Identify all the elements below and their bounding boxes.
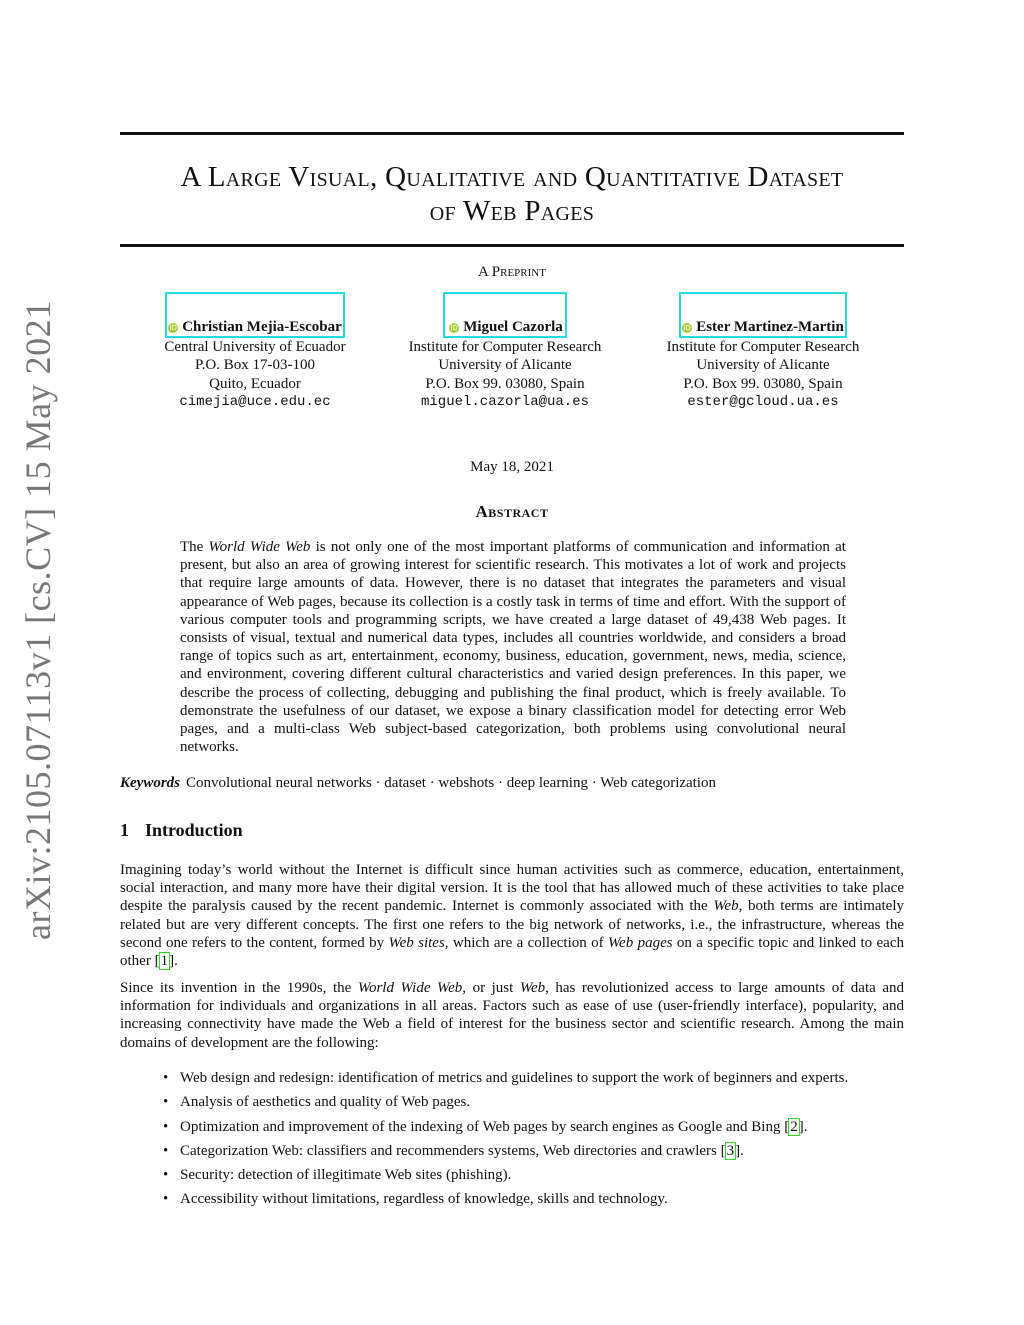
list-item (163, 1165, 923, 1189)
list-item-text: Web design and redesign: identification of metrics and guidelines to support the work of beginners and experts. (180, 1070, 849, 1086)
intro-paragraph-1 (120, 861, 904, 970)
author-email[interactable]: miguel.cazorla@ua.es (420, 393, 590, 410)
title-rule-top (120, 132, 904, 135)
paragraph-text: , which are a collection of (444, 934, 608, 951)
author-name: Ester Martinez-Martin (696, 319, 844, 335)
author-address: University of Alicante (438, 357, 572, 374)
list-item-text: Categorization Web: classifiers and recommenders systems, Web directories and crawlers [ (180, 1142, 726, 1159)
orcid-icon[interactable]: iD (450, 324, 458, 332)
paragraph-text: Since its invention in the 1990s, the (120, 980, 358, 996)
orcid-icon[interactable]: iD (683, 324, 691, 332)
list-item-text: Analysis of aesthetics and quality of Web pages. (180, 1094, 471, 1111)
paragraph-italic: World Wide Web (357, 980, 463, 996)
author-link[interactable] (679, 292, 847, 338)
bullet-icon: • (163, 1094, 169, 1111)
author-address: University of Alicante (696, 357, 830, 374)
author-name: Christian Mejia-Escobar (182, 319, 342, 335)
list-item (163, 1141, 923, 1165)
list-item (163, 1117, 923, 1141)
bullet-icon: • (163, 1191, 169, 1208)
author-block (648, 292, 878, 411)
paragraph-italic: Web sites (388, 934, 445, 951)
citation-link[interactable]: 2 (790, 1118, 798, 1135)
domains-list (163, 1068, 923, 1214)
abstract-heading: Abstract (475, 502, 549, 521)
orcid-icon[interactable]: iD (169, 324, 177, 332)
abstract-text-part: The (180, 539, 209, 555)
author-email[interactable]: ester@gcloud.ua.es (687, 393, 839, 410)
bullet-icon: • (163, 1070, 169, 1086)
author-affiliation: Institute for Computer Research (666, 339, 860, 356)
preprint-label: A Preprint (478, 264, 546, 280)
citation-link[interactable]: 1 (160, 953, 169, 970)
bullet-icon: • (163, 1142, 169, 1159)
list-item (163, 1189, 923, 1213)
paragraph-italic: Web (519, 980, 546, 996)
author-link[interactable] (443, 292, 567, 338)
author-email[interactable]: cimejia@uce.edu.ec (179, 393, 331, 410)
keywords-line (120, 775, 904, 792)
author-affiliation: Central University of Ecuador (164, 339, 346, 356)
abstract-text (180, 538, 846, 756)
keywords-text: Convolutional neural networks · dataset · webshots · deep learning · Web categorization (186, 775, 717, 791)
author-block (140, 292, 370, 411)
citation-link[interactable]: 3 (726, 1142, 735, 1159)
list-item (163, 1068, 923, 1092)
bullet-icon: • (163, 1167, 169, 1184)
section-heading (120, 820, 243, 841)
abstract-text-part: is not only one of the most important platforms of communication and information at present, but also an area of growing interest for scientific research. This motivates a lot of work and projects that require large amounts of data. However, there is no dataset that integrates the parameters and visual appearance of Web pages, because its collection is a costly task in terms of time and effort. With the support of various computer tools and programming scripts, we have created a large dataset of 49,438 Web pages. It consists of visual, textual and numerical data types, includes all countries worldwide, and considers a broad range of topics such as art, entertainment, economy, business, education, government, news, media, science, and environment, covering different cultural characteristics and varied design preferences. In this paper, we describe the process of collecting, debugging and publishing the final product, which is freely available. To demonstrate the usefulness of our dataset, we expose a binary classification model for detecting error Web pages, and a multi-class Web subject-based categorization, both problems using convolutional neural networks. (180, 539, 846, 756)
intro-paragraph-2 (120, 979, 904, 1052)
paragraph-italic: Web pages (607, 934, 673, 951)
title-line-1: A Large Visual, Qualitative and Quantitative Dataset (180, 161, 844, 193)
section-title: Introduction (145, 820, 243, 840)
author-city: Quito, Ecuador (209, 375, 301, 392)
paragraph-text: ]. (169, 953, 178, 970)
paragraph-italic: Web (713, 898, 739, 915)
paragraph-text: , both terms are intimately related but are very different concepts. The first one refers to the big network of networks, i.e., the infrastructure, whereas the second one refers to the content, formed by (120, 898, 905, 951)
paragraph-text: , or just (462, 980, 520, 996)
paragraph-text: , has revolutionized access to large amounts of data and information for individuals and organizations in all areas. Factors such as ease of use (user-friendly interface), popularity, and increasing connectivity have made the Web a field of interest for the business sector and scientific research. Among the main domains of development are the following: (120, 980, 904, 1051)
author-link[interactable] (165, 292, 345, 338)
author-city: P.O. Box 99. 03080, Spain (683, 375, 843, 392)
list-item (163, 1092, 923, 1116)
list-item-text: Security: detection of illegitimate Web sites (phishing). (180, 1167, 512, 1184)
author-city: P.O. Box 99. 03080, Spain (425, 375, 585, 392)
title-line-2: of Web Pages (429, 195, 595, 227)
title-rule-bottom (120, 244, 904, 247)
list-item-text: Optimization and improvement of the indexing of Web pages by search engines as Google and Bing [ (180, 1118, 790, 1135)
abstract-italic-term: World Wide Web (208, 539, 311, 555)
author-address: P.O. Box 17-03-100 (194, 357, 315, 374)
list-item-text: Accessibility without limitations, regardless of knowledge, skills and technology. (180, 1191, 668, 1208)
list-item-text: ]. (735, 1142, 744, 1159)
author-name: Miguel Cazorla (463, 319, 563, 335)
bullet-icon: • (163, 1118, 169, 1135)
author-affiliation: Institute for Computer Research (408, 339, 602, 356)
author-block (390, 292, 620, 411)
paragraph-text: on a specific topic and linked to each other [ (120, 934, 904, 970)
list-item-text: ]. (798, 1118, 808, 1135)
paper-title (120, 160, 904, 228)
section-number: 1 (120, 820, 129, 840)
paper-date: May 18, 2021 (470, 459, 554, 475)
keywords-label: Keywords (120, 775, 180, 791)
paragraph-text: Imagining today’s world without the Internet is difficult since human activities such as commerce, education, entertainment, social interaction, and many more have their digital version. It is the tool that has allowed much of these activities to take place despite the paralysis caused by the recent pandemic. Internet is commonly associated with the (120, 862, 904, 915)
arxiv-identifier: arXiv:2105.07113v1 [cs.CV] 15 May 2021 (18, 300, 58, 940)
